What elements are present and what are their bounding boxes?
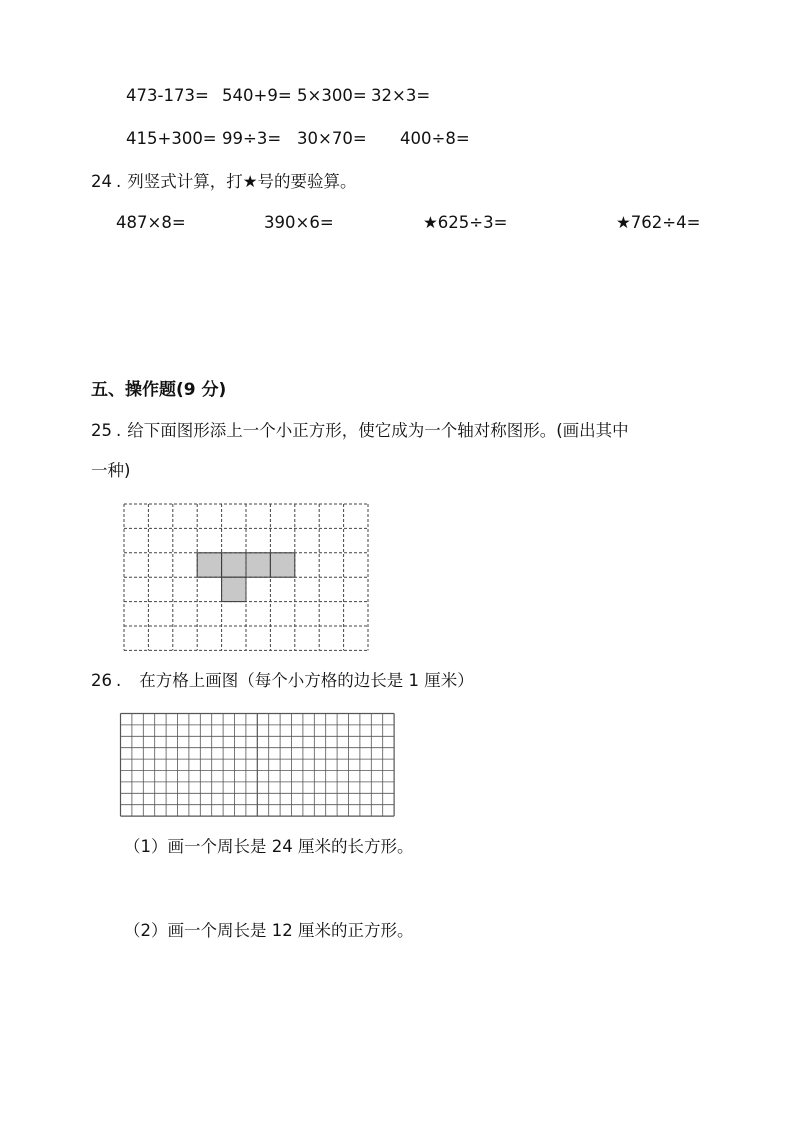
question-number: 25 [91,421,112,440]
question-26 [91,671,474,691]
vertical-calc-problem: 390×6= [264,213,334,232]
section-title: 五、操作题(9 分) [91,380,227,400]
question-24 [91,172,357,192]
warmup-problem: 32×3= [371,86,431,105]
question-separator: . [116,421,122,440]
question-number: 24 [91,172,112,191]
subquestion-2: （2）画一个周长是 12 厘米的正方形。 [124,921,414,940]
question-text: 给下面图形添上一个小正方形，使它成为一个轴对称图形。(画出其中 [127,421,629,440]
warmup-problem: 540+9= [222,86,292,105]
warmup-problem: 473-173= [126,86,209,105]
warmup-problem: 5×300= [297,86,367,105]
question-separator: . [116,172,122,191]
filled-square [270,553,294,577]
warmup-problem: 415+300= [126,129,217,148]
vertical-calc-problem: 487×8= [116,213,186,232]
question-25 [91,421,629,441]
warmup-problem: 30×70= [297,129,367,148]
filled-square [222,553,246,577]
question-number: 26 [91,671,112,690]
question-text: 在方格上画图（每个小方格的边长是 1 厘米） [139,671,474,690]
square-grid[interactable] [119,712,396,823]
filled-square [197,553,221,577]
warmup-problem: 99÷3= [222,129,282,148]
filled-square [222,577,246,601]
question-25-continued: 一种) [91,461,131,480]
vertical-calc-problem: ★762÷4= [616,213,701,232]
warmup-problem: 400÷8= [400,129,470,148]
question-separator: . [116,671,122,690]
vertical-calc-problem: ★625÷3= [423,213,508,232]
question-text: 列竖式计算，打★号的要验算。 [127,172,357,191]
dotted-grid[interactable] [121,501,371,653]
subquestion-1: （1）画一个周长是 24 厘米的长方形。 [124,837,414,856]
filled-square [246,553,270,577]
